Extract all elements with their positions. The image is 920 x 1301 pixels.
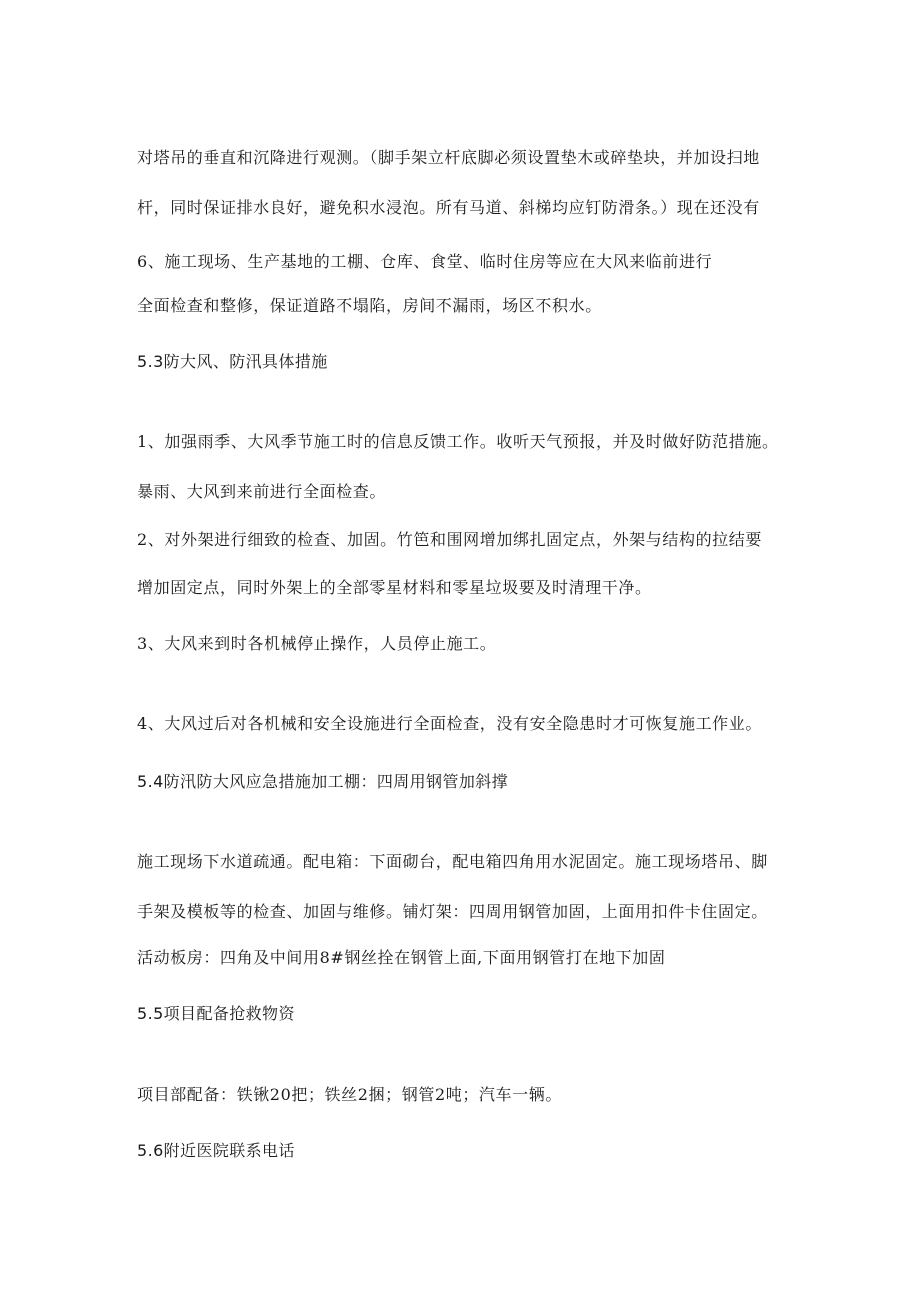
paragraph-line: 增加固定点，同时外架上的全部零星材料和零星垃圾要及时清理干净。 [137, 578, 652, 597]
paragraph-line: 对塔吊的垂直和沉降进行观测。（脚手架立杆底脚必须设置垫木或碎垫块，并加设扫地 [137, 148, 760, 167]
paragraph-line: 项目部配备：铁锹20把；铁丝2捆；钢管2吨；汽车一辆。 [137, 1085, 562, 1104]
section-heading-5-5: 5.5项目配备抢救物资 [137, 1004, 295, 1023]
paragraph-line: 3、大风来到时各机械停止操作，人员停止施工。 [137, 634, 497, 653]
paragraph-line: 活动板房：四角及中间用8#钢丝拴在钢管上面,下面用钢管打在地下加固 [137, 948, 666, 967]
paragraph-line: 1、加强雨季、大风季节施工时的信息反馈工作。收听天气预报，并及时做好防范措施。 [137, 432, 779, 451]
section-heading-5-6: 5.6附近医院联系电话 [137, 1141, 295, 1160]
paragraph-line: 2、对外架进行细致的检查、加固。竹笆和围网增加绑扎固定点，外架与结构的拉结要 [137, 530, 762, 549]
paragraph-line: 6、施工现场、生产基地的工棚、仓库、食堂、临时住房等应在大风来临前进行 [137, 252, 713, 271]
paragraph-line: 暴雨、大风到来前进行全面检查。 [137, 482, 387, 501]
section-heading-5-4: 5.4防汛防大风应急措施加工棚：四周用钢管加斜撑 [137, 772, 509, 791]
paragraph-line: 施工现场下水道疏通。配电箱：下面砌台，配电箱四角用水泥固定。施工现场塔吊、脚 [137, 852, 768, 871]
paragraph-line: 全面检查和整修，保证道路不塌陷，房间不漏雨，场区不积水。 [137, 296, 602, 315]
paragraph-line: 4、大风过后对各机械和安全设施进行全面检查，没有安全隐患时才可恢复施工作业。 [137, 714, 762, 733]
paragraph-line: 手架及模板等的检查、加固与维修。铺灯架：四周用钢管加固，上面用扣件卡住固定。 [137, 902, 768, 921]
paragraph-line: 杆，同时保证排水良好，避免积水浸泡。所有马道、斜梯均应钉防滑条。）现在还没有 [137, 198, 760, 217]
section-heading-5-3: 5.3防大风、防汛具体措施 [137, 352, 328, 371]
